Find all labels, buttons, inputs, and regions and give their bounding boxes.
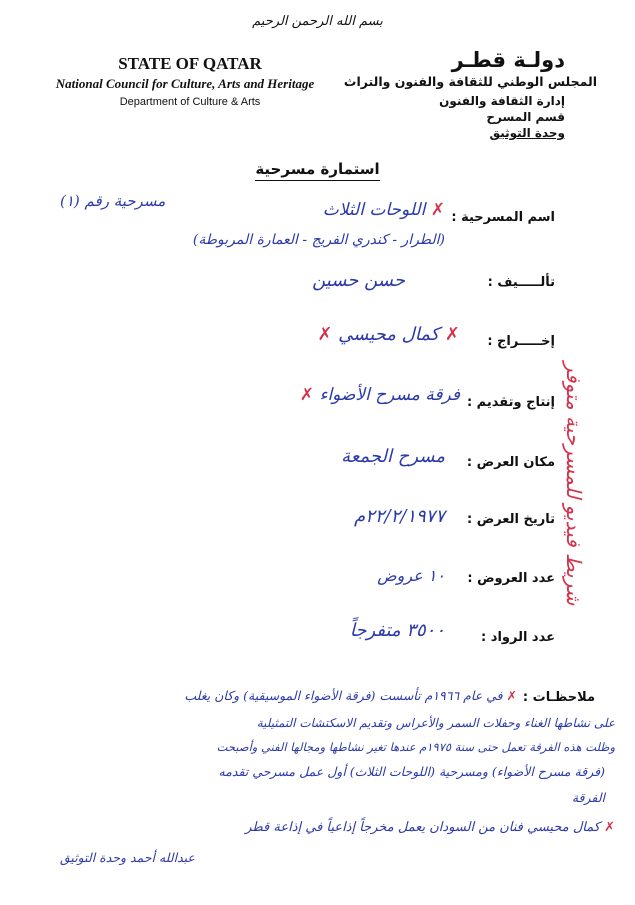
ar-department: إدارة الثقافة والفنون: [439, 94, 565, 108]
label-shows-count: عدد العروض :: [467, 571, 555, 586]
notes-line: وظلت هذه الفرقة تعمل حتى سنة ١٩٧٥م عندها تغير نشاطها ومجالها الفني وأصبحت: [216, 740, 615, 754]
value-play-name: [323, 200, 445, 220]
signature-line: عبدالله أحمد وحدة التوثيق: [60, 850, 195, 865]
notes-line: (فرقة مسرح الأضواء) ومسرحية (اللوحات الثلاث) أول عمل مسرحي تقدمه: [218, 764, 605, 779]
value-director: [317, 324, 460, 345]
notes-line-text: كمال محيسي فنان من السودان يعمل مخرجاً إذاعياً في إذاعة قطر: [245, 820, 600, 835]
form-title: [0, 160, 635, 178]
star-mark-icon: ✗: [604, 820, 615, 835]
star-mark-icon: ✗: [299, 385, 315, 405]
ar-unit: وحدة التوثيق: [489, 126, 565, 140]
notes-line: [245, 820, 615, 835]
label-production: إنتاج وتقديم :: [466, 395, 555, 410]
play-number-ref: مسرحية رقم (١): [60, 192, 166, 210]
ar-state-title: دولـة قطـر: [451, 48, 565, 72]
value-date: ٢٢/٢/١٩٧٧م: [354, 506, 445, 527]
ar-section: قسم المسرح: [486, 110, 565, 124]
value-author: حسن حسين: [312, 270, 405, 291]
label-audience: عدد الرواد :: [481, 630, 555, 645]
star-mark-icon: ✗: [506, 688, 517, 703]
play-name-text: اللوحات الثلاث: [322, 200, 426, 220]
value-audience: ٣٥٠٠ متفرجاً: [349, 620, 445, 641]
star-mark-icon: ✗: [317, 324, 333, 345]
value-shows-count: ١٠ عروض: [377, 566, 445, 585]
ar-council-name: المجلس الوطني للثقافة والفنون والتراث: [343, 74, 597, 89]
director-text: كمال محيسي: [338, 324, 440, 345]
value-venue: مسرح الجمعة: [341, 446, 445, 467]
star-mark-icon: ✗: [444, 324, 460, 345]
notes-line: الفرقة: [571, 790, 605, 805]
notes-line: [184, 688, 517, 703]
form-title-text: استمارة مسرحية: [255, 160, 379, 181]
label-notes: ملاحظـات :: [522, 690, 595, 705]
label-director: إخـــــراج :: [487, 334, 555, 349]
label-author: تألـــــيف :: [487, 275, 555, 290]
production-text: فرقة مسرح الأضواء: [319, 385, 460, 405]
en-state-title: STATE OF QATAR: [118, 54, 262, 73]
value-production: [300, 385, 460, 405]
bismillah: بسم الله الرحمن الرحيم: [252, 14, 383, 29]
margin-note-video: شريط فيديو للمسرحية متوفر: [562, 361, 586, 605]
play-name-sub: (الطرار - كندري الفريج - العمارة المربوطة): [192, 232, 445, 248]
notes-line: على نشاطها الغناء وحفلات السمر والأعراس وتقديم الاسكتشات التمثيلية: [256, 716, 615, 730]
star-mark-icon: ✗: [430, 200, 445, 220]
label-date: تاريخ العرض :: [467, 512, 555, 527]
en-council-name: National Council for Culture, Arts and Heritage: [55, 76, 315, 91]
label-venue: مكان العرض :: [466, 455, 555, 470]
en-department: Department of Culture & Arts: [119, 96, 261, 108]
label-play-name: اسم المسرحية :: [451, 210, 555, 225]
notes-line-text: في عام ١٩٦٦م تأسست (فرقة الأضواء الموسيقية) وكان يغلب: [184, 688, 503, 703]
